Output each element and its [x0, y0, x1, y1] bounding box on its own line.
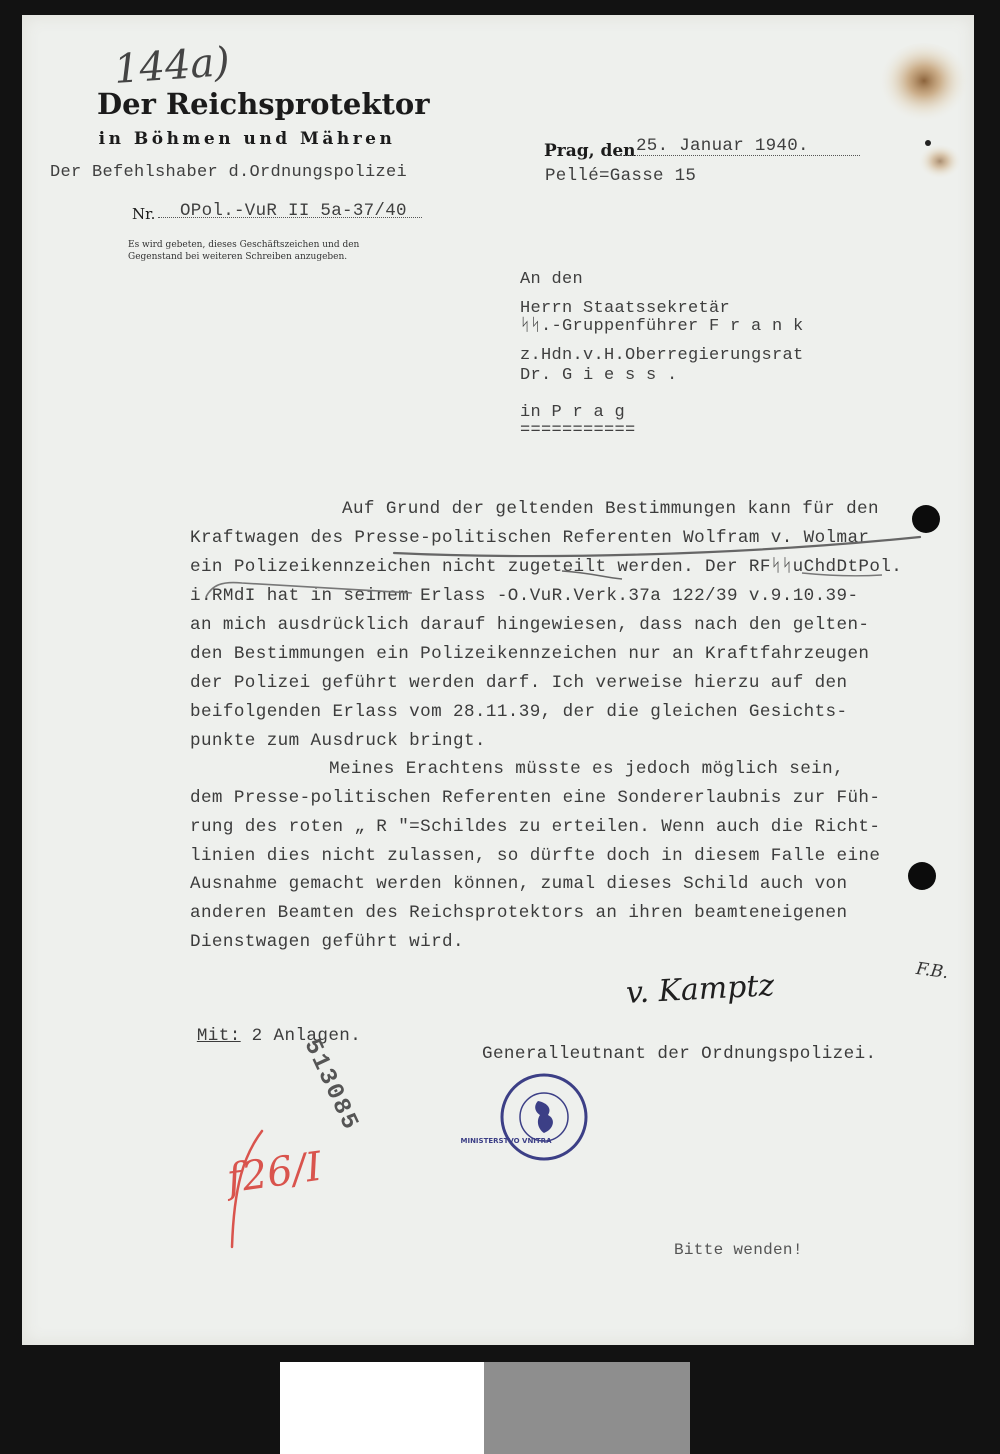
body-line: linien dies nicht zulassen, so dürfte doch in diesem Falle eine — [190, 846, 881, 866]
body-line: beifolgenden Erlass vom 28.11.39, der die gleichen Gesichts- — [190, 702, 848, 722]
recipient-line1: An den — [520, 270, 584, 289]
reference-note-line2: Gegenstand bei weiteren Schreiben anzugeben. — [128, 252, 348, 262]
enclosures-text: 2 Anlagen. — [240, 1026, 362, 1046]
letterhead-department: Der Befehlshaber d.Ordnungspolizei — [50, 163, 408, 182]
ministry-stamp-text: MINISTERSTVO VNITRA — [460, 1137, 552, 1145]
paper-stain — [862, 35, 972, 185]
body-line: anderen Beamten des Reichsprotektors an ihren beamteneigenen — [190, 903, 848, 923]
archive-number: 144a) — [112, 39, 232, 93]
please-turn-over: Bitte wenden! — [674, 1241, 803, 1259]
recipient-line2: Herrn Staatssekretär — [520, 299, 731, 318]
receipt-number: 513085 — [297, 1035, 364, 1136]
body-line: Dienstwagen geführt wird. — [190, 932, 464, 952]
signature: v. Kamptz — [625, 968, 776, 1011]
punch-hole — [908, 862, 936, 890]
signatory-title: Generalleutnant der Ordnungspolizei. — [482, 1044, 877, 1064]
calibration-white-patch — [280, 1362, 484, 1454]
ministry-stamp — [460, 1053, 552, 1145]
reference-number: OPol.-VuR II 5a-37/40 — [180, 201, 407, 221]
recipient-line6: in P r a g — [520, 403, 626, 422]
punch-hole — [912, 505, 940, 533]
ministry-stamp-seal — [498, 1071, 590, 1163]
body-line: Auf Grund der geltenden Bestimmungen kann für den — [342, 499, 879, 519]
recipient-line7: =========== — [520, 421, 636, 440]
recipient-line4: z.Hdn.v.H.Oberregierungsrat — [520, 346, 804, 365]
letterhead-subtitle: in Böhmen und Mähren — [98, 129, 396, 149]
place-label: Prag, den — [544, 141, 636, 161]
body-line: rung des roten „ R "=Schildes zu erteilen. Wenn auch die Richt- — [190, 817, 881, 837]
sender-street: Pellé=Gasse 15 — [545, 166, 697, 186]
reference-label: Nr. — [132, 205, 156, 223]
enclosures-label: Mit: — [196, 1026, 241, 1046]
document-page — [22, 15, 974, 1345]
body-line: punkte zum Ausdruck bringt. — [190, 731, 486, 751]
red-pencil-stroke — [214, 1125, 274, 1255]
calibration-black-patch — [690, 1362, 1000, 1454]
body-line: an mich ausdrücklich darauf hingewiesen, dass nach den gelten- — [190, 615, 870, 635]
body-line: ein Polizeikennzeichen nicht zugeteilt werden. Der RFᛋᛋuChdDtPol. — [190, 557, 903, 577]
reference-note-line1: Es wird gebeten, dieses Geschäftszeichen und den — [128, 240, 360, 250]
recipient-line3: ᛋᛋ.-Gruppenführer F r a n k — [520, 317, 804, 336]
body-line: Meines Erachtens müsste es jedoch möglich sein, — [329, 759, 845, 779]
letterhead-title: Der Reichsprotektor — [97, 87, 430, 121]
calibration-gray-patch — [484, 1362, 690, 1454]
body-line: i.RMdI hat in seinem Erlass -O.VuR.Verk.37a 122/39 v.9.10.39- — [190, 586, 859, 606]
recipient-line5: Dr. G i e s s . — [520, 366, 678, 385]
initials: F.B. — [914, 958, 950, 984]
body-line: der Polizei geführt werden darf. Ich verweise hierzu auf den — [190, 673, 848, 693]
pencil-underline-marks — [182, 515, 942, 605]
body-line: Kraftwagen des Presse-politischen Referenten Wolfram v. Wolmar — [190, 528, 870, 548]
body-line: dem Presse-politischen Referenten eine Sondererlaubnis zur Füh- — [190, 788, 881, 808]
red-pencil-annotation: f26/I — [224, 1143, 325, 1203]
body-line: den Bestimmungen ein Polizeikennzeichen nur an Kraftfahrzeugen — [190, 644, 870, 664]
letter-date: 25. Januar 1940. — [636, 136, 809, 156]
body-line: Ausnahme gemacht werden können, zumal dieses Schild auch von — [190, 874, 848, 894]
